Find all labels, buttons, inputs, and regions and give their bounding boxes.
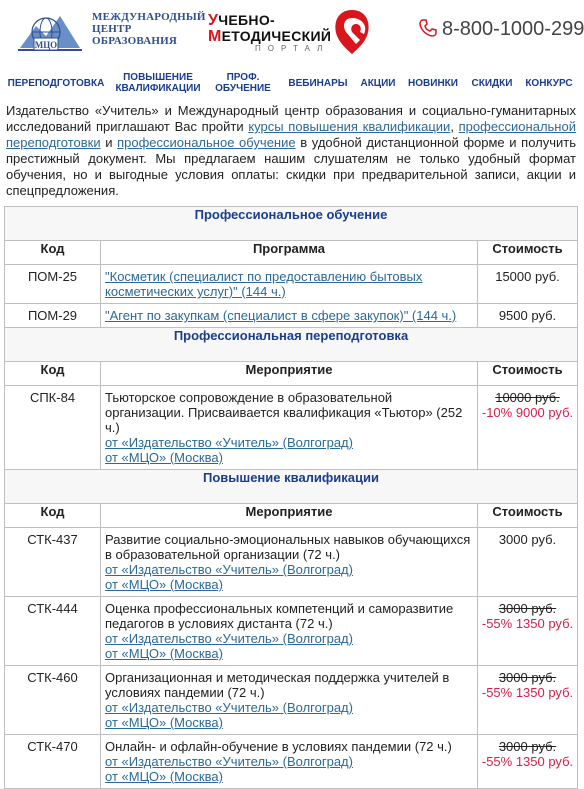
- course-price: [478, 386, 578, 470]
- org-link-mco[interactable]: от «МЦО» (Москва): [105, 769, 223, 784]
- org-link-uchitel[interactable]: от «Издательство «Учитель» (Волгоград): [105, 435, 353, 450]
- intro-paragraph: Издательство «Учитель» и Международный центр образования и социально-гуманитарных исследований приглашают Вас пройти курсы повышения квалификации, профессиональной переподготовки и профессиональное обучение в удобной дистанционной форме и получить престижный документ. Мы предлагаем нашим слушателям не только удобный формат обучения, но и выгодные условия оплаты: скидки при предварительной записи, акции и спецпредложения.: [6, 103, 576, 198]
- phone-icon: [418, 18, 438, 38]
- course-code: СТК-444: [5, 597, 101, 666]
- org-link-uchitel[interactable]: от «Издательство «Учитель» (Волгоград): [105, 631, 353, 646]
- col-price: Стоимость: [478, 241, 578, 265]
- course-code: СПК-84: [5, 386, 101, 470]
- org-link-uchitel[interactable]: от «Издательство «Учитель» (Волгоград): [105, 562, 353, 577]
- globe-logo-icon[interactable]: [16, 8, 84, 54]
- course-price: 3000 руб.: [478, 528, 578, 597]
- course-price: 9500 руб.: [478, 304, 578, 328]
- nav-item-discounts[interactable]: СКИДКИ: [471, 77, 513, 89]
- nav-item-retraining[interactable]: ПЕРЕПОДГОТОВКА: [7, 77, 105, 89]
- nav-item-promotions[interactable]: АКЦИИ: [360, 77, 396, 89]
- course-cell: [101, 304, 478, 328]
- org-link-mco[interactable]: от «МЦО» (Москва): [105, 450, 223, 465]
- course-title: Развитие социально-эмоциональных навыков обучающихся в образовательной организации (72 ч.): [105, 532, 471, 562]
- course-code: ПОМ-25: [5, 265, 101, 304]
- mco-text-line3: ОБРАЗОВАНИЯ: [92, 35, 178, 47]
- course-price: [478, 735, 578, 789]
- course-cell: [101, 265, 478, 304]
- nav-item-qualification[interactable]: ПОВЫШЕНИЕ КВАЛИФИКАЦИИ: [115, 72, 201, 94]
- col-code: Код: [5, 504, 101, 528]
- table-row: [5, 735, 578, 789]
- section-qualification: [5, 470, 578, 504]
- col-price: Стоимость: [478, 504, 578, 528]
- course-code: СТК-460: [5, 666, 101, 735]
- old-price: 10000 руб.: [495, 390, 560, 405]
- table-header: [5, 241, 578, 265]
- org-link-mco[interactable]: от «МЦО» (Москва): [105, 715, 223, 730]
- discount-price: -55% 1350 руб.: [481, 685, 574, 700]
- course-title: Организационная и методическая поддержка учителей в условиях пандемии (72 ч.): [105, 670, 450, 700]
- table-row: [5, 666, 578, 735]
- table-row: [5, 528, 578, 597]
- section-title: Профессиональная переподготовка: [5, 328, 578, 362]
- org-link-uchitel[interactable]: от «Издательство «Учитель» (Волгоград): [105, 754, 353, 769]
- org-link-mco[interactable]: от «МЦО» (Москва): [105, 646, 223, 661]
- col-program: Программа: [101, 241, 478, 265]
- portal-logo-icon: [330, 6, 374, 56]
- table-header: [5, 362, 578, 386]
- course-price: 15000 руб.: [478, 265, 578, 304]
- course-title: Онлайн- и офлайн-обучение в условиях пандемии (72 ч.): [105, 739, 452, 754]
- main-nav: [0, 68, 580, 98]
- link-prof-training[interactable]: профессиональное обучение: [117, 135, 296, 150]
- table-row: [5, 386, 578, 470]
- col-code: Код: [5, 362, 101, 386]
- old-price: 3000 руб.: [498, 601, 557, 616]
- phone-text: 8-800-1000-299: [442, 18, 584, 40]
- discount-price: -55% 1350 руб.: [481, 754, 574, 769]
- link-qualification-courses[interactable]: курсы повышения квалификации: [248, 119, 451, 134]
- org-link-mco[interactable]: от «МЦО» (Москва): [105, 577, 223, 592]
- course-link[interactable]: "Косметик (специалист по предоставлению бытовых косметических услуг)" (144 ч.): [105, 269, 423, 299]
- course-price: [478, 666, 578, 735]
- course-cell: [101, 735, 478, 789]
- phone-number[interactable]: [418, 18, 584, 41]
- col-code: Код: [5, 241, 101, 265]
- course-link[interactable]: "Агент по закупкам (специалист в сфере закупок)" (144 ч.): [105, 308, 457, 323]
- course-cell: [101, 528, 478, 597]
- old-price: 3000 руб.: [498, 739, 557, 754]
- link-retraining[interactable]: профессиональной переподготовки: [6, 119, 576, 150]
- course-code: ПОМ-29: [5, 304, 101, 328]
- section-title: Профессиональное обучение: [5, 207, 578, 241]
- courses-table: [4, 206, 578, 789]
- site-header: [0, 0, 584, 62]
- section-retraining: [5, 328, 578, 362]
- course-title: Оценка профессиональных компетенций и саморазвитие педагогов в условиях дистанта (72 ч.): [105, 601, 454, 631]
- nav-item-contest[interactable]: КОНКУРС: [525, 77, 573, 89]
- nav-item-prof-training[interactable]: ПРОФ. ОБУЧЕНИЕ: [215, 72, 271, 94]
- org-link-uchitel[interactable]: от «Издательство «Учитель» (Волгоград): [105, 700, 353, 715]
- col-program: Мероприятие: [101, 362, 478, 386]
- course-code: СТК-470: [5, 735, 101, 789]
- course-cell: [101, 666, 478, 735]
- mco-text-line1: МЕЖДУНАРОДНЫЙ: [92, 11, 206, 23]
- table-header: [5, 504, 578, 528]
- section-prof-training: [5, 207, 578, 241]
- table-row: [5, 597, 578, 666]
- mco-logo-text[interactable]: [92, 11, 206, 47]
- discount-price: -55% 1350 руб.: [481, 616, 574, 631]
- old-price: 3000 руб.: [498, 670, 557, 685]
- portal-title-line1: УЧЕБНО-: [208, 12, 275, 29]
- course-code: СТК-437: [5, 528, 101, 597]
- mco-badge: МЦО: [34, 40, 58, 50]
- portal-title-line3: ПОРТАЛ: [255, 44, 330, 53]
- discount-price: -10% 9000 руб.: [481, 405, 574, 420]
- table-row: [5, 265, 578, 304]
- col-program: Мероприятие: [101, 504, 478, 528]
- course-price: [478, 597, 578, 666]
- col-price: Стоимость: [478, 362, 578, 386]
- section-title: Повышение квалификации: [5, 470, 578, 504]
- course-title: Тьюторское сопровождение в образовательной организации. Присваивается квалификация «Тьютор» (252 ч.): [105, 390, 463, 435]
- table-row: [5, 304, 578, 328]
- mco-text-line2: ЦЕНТР: [92, 23, 132, 35]
- course-cell: [101, 386, 478, 470]
- nav-item-new[interactable]: НОВИНКИ: [408, 77, 458, 89]
- course-cell: [101, 597, 478, 666]
- nav-item-webinars[interactable]: ВЕБИНАРЫ: [288, 77, 348, 89]
- portal-title-line2: МЕТОДИЧЕСКИЙ: [208, 28, 332, 45]
